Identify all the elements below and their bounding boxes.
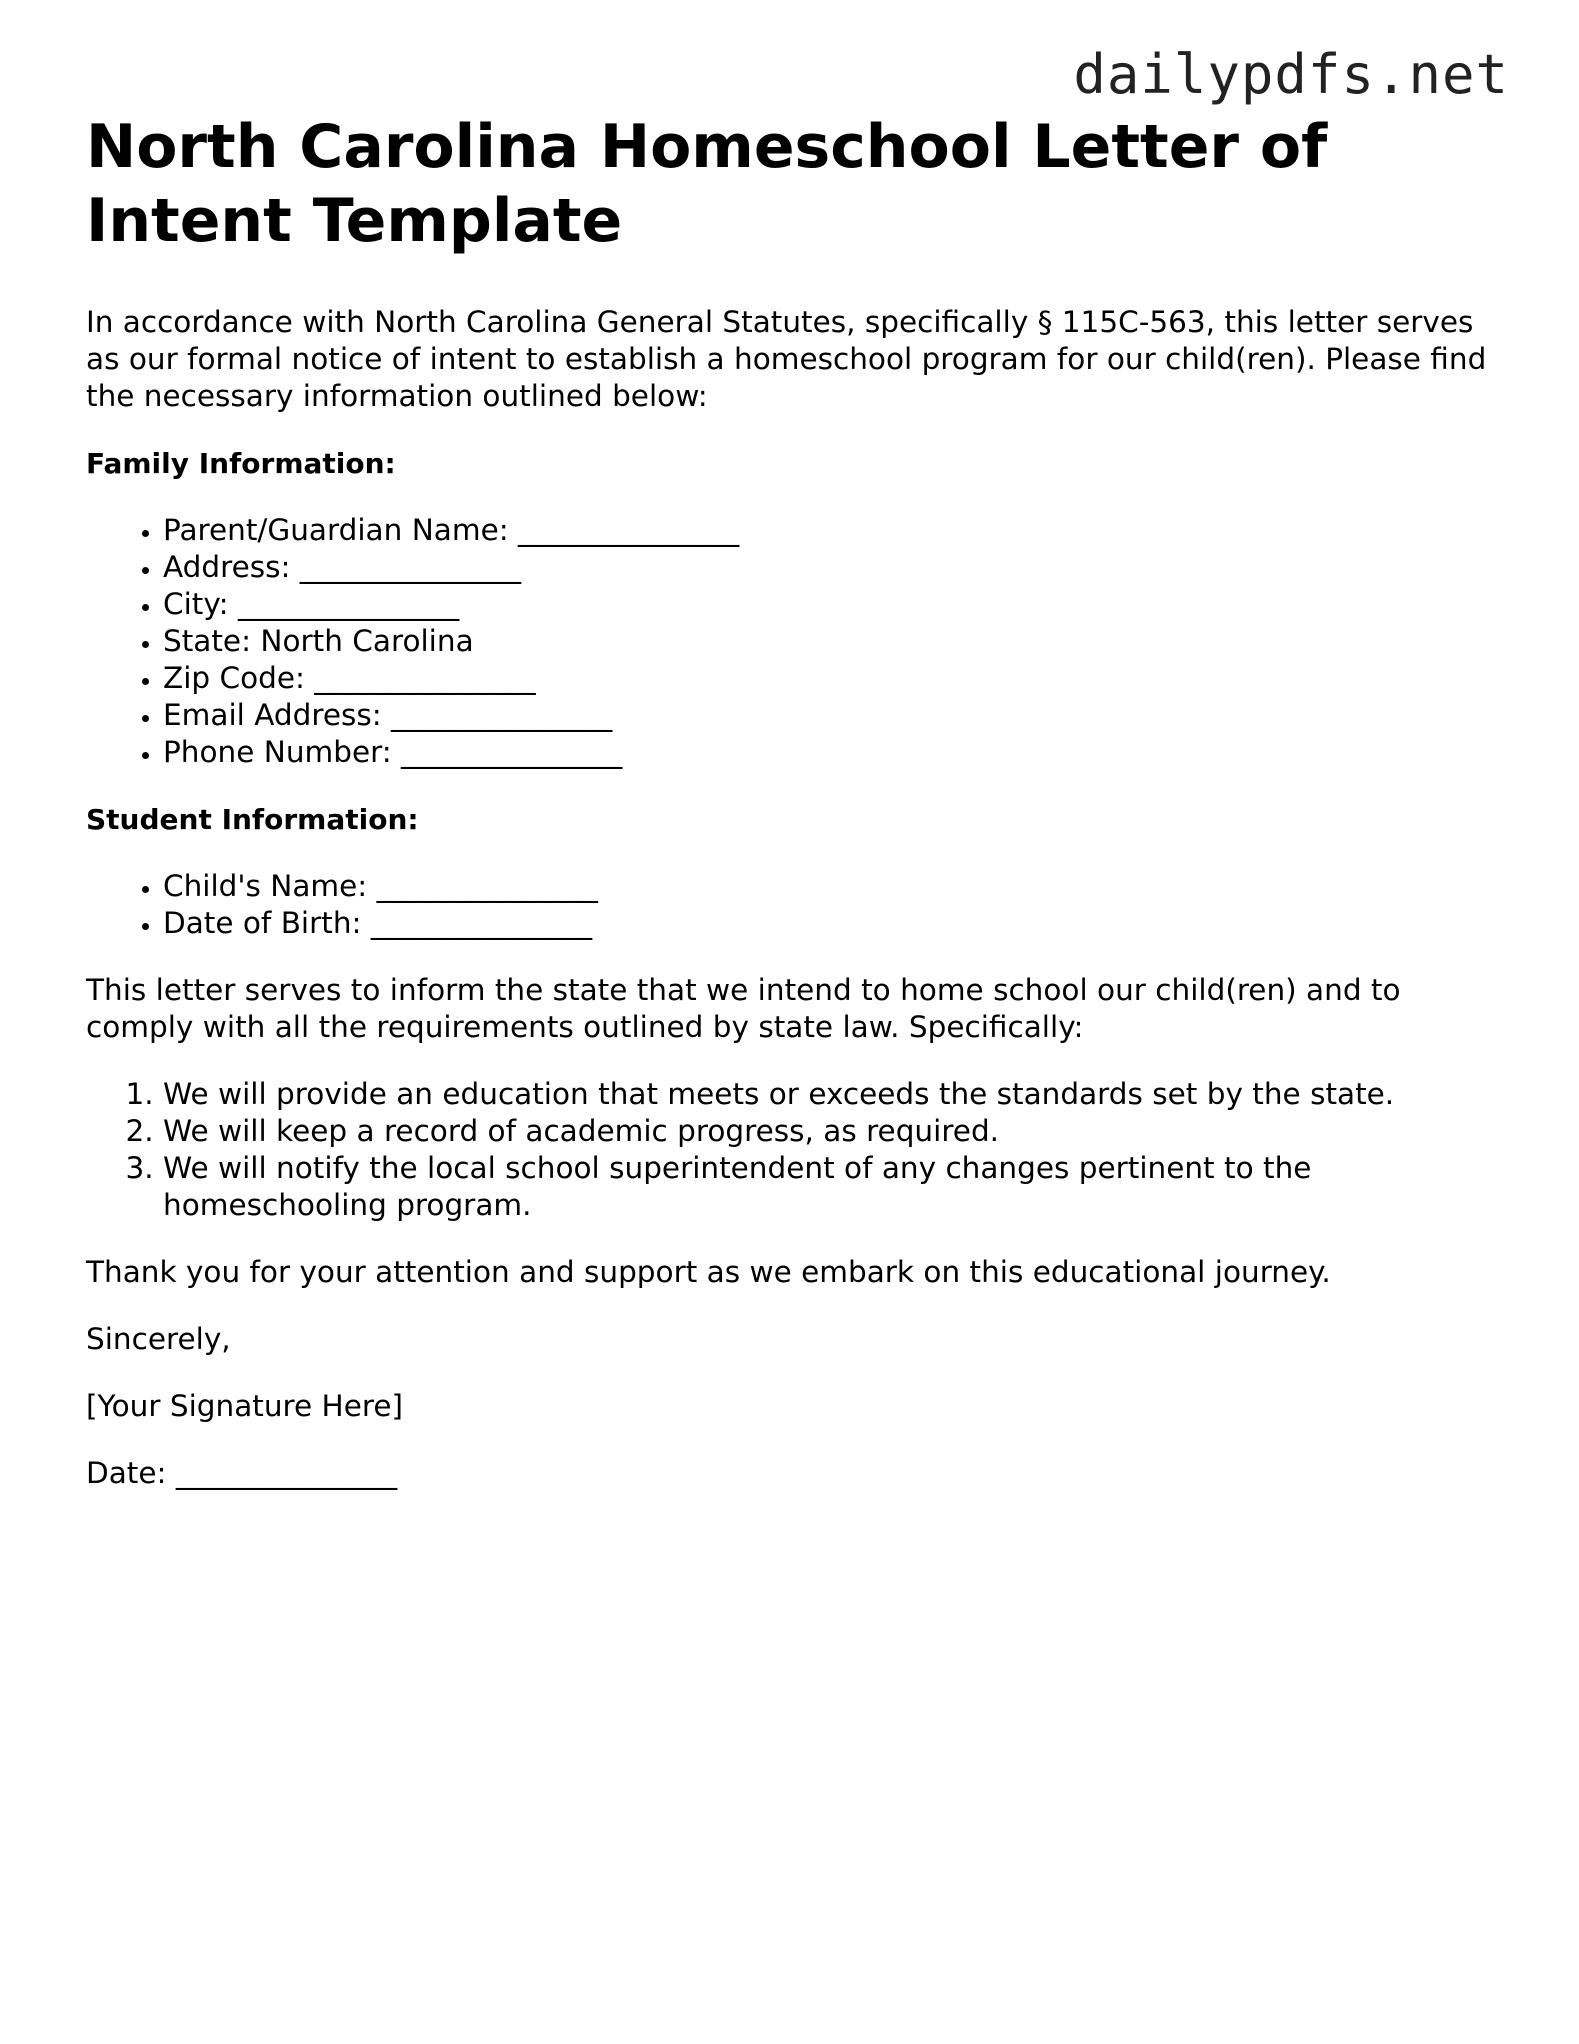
list-item-address: • Address: _______________ <box>163 549 1506 586</box>
requirement-item: 1. We will provide an education that meets or exceeds the standards set by the state. <box>163 1076 1506 1113</box>
list-item-parent-name: • Parent/Guardian Name: _______________ <box>163 512 1506 549</box>
family-info-list <box>86 512 1506 771</box>
requirement-item: 3. We will notify the local school superintendent of any changes pertinent to the homeschooling program. <box>163 1150 1506 1224</box>
closing-text: Sincerely, <box>86 1322 231 1356</box>
signature-placeholder: [Your Signature Here] <box>86 1389 404 1423</box>
document-title: North Carolina Homeschool Letter of Intent Template <box>86 112 1328 256</box>
list-item-phone: • Phone Number: _______________ <box>163 734 1506 771</box>
list-item-email: • Email Address: _______________ <box>163 697 1506 734</box>
list-item-date-of-birth: • Date of Birth: _______________ <box>163 905 1506 942</box>
student-info-heading: Student Information: <box>86 803 419 836</box>
list-item-state: • State: North Carolina <box>163 623 1506 660</box>
requirement-item: 2. We will keep a record of academic progress, as required. <box>163 1113 1506 1150</box>
list-item-zip: • Zip Code: _______________ <box>163 660 1506 697</box>
requirements-list <box>86 1076 1506 1224</box>
date-line: Date: _______________ <box>86 1456 398 1490</box>
watermark: dailypdfs.net <box>1073 43 1509 106</box>
document-body <box>86 110 1506 1522</box>
student-info-list <box>86 868 1506 942</box>
statement-paragraph: This letter serves to inform the state that we intend to home school our child(ren) and to comply with all the requirements outlined by state law. Specifically: <box>86 973 1401 1044</box>
list-item-child-name: • Child's Name: _______________ <box>163 868 1506 905</box>
family-info-heading: Family Information: <box>86 447 396 480</box>
list-item-city: • City: _______________ <box>163 586 1506 623</box>
thanks-paragraph: Thank you for your attention and support as we embark on this educational journey. <box>86 1255 1331 1289</box>
intro-paragraph: In accordance with North Carolina General Statutes, specifically § 115C-563, this letter serves as our formal notice of intent to establish a homeschool program for our child(ren). Please find the necessary information outlined below: <box>86 305 1487 413</box>
